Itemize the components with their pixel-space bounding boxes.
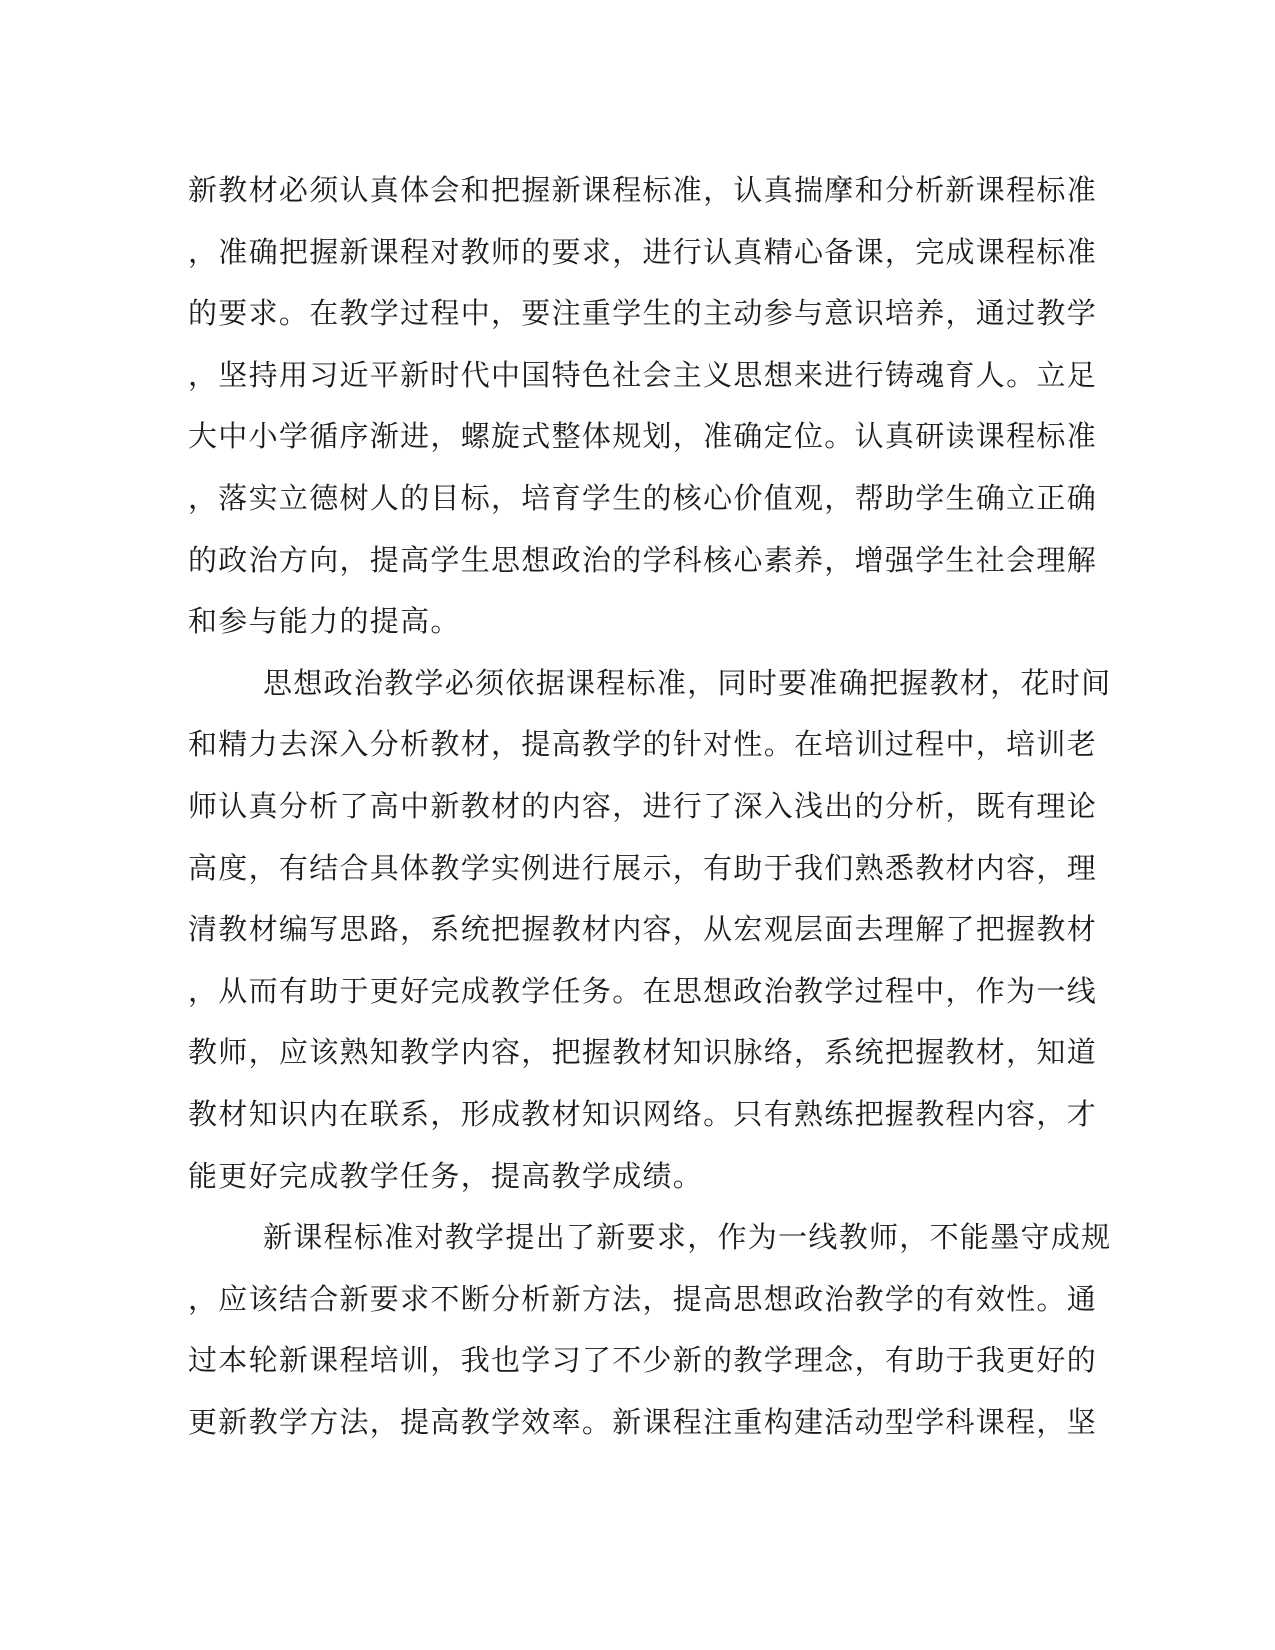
text-line: 大中小学循序渐进，螺旋式整体规划，准确定位。认真研读课程标准 xyxy=(188,419,1098,454)
text-line: 的要求。在教学过程中，要注重学生的主动参与意识培养，通过教学 xyxy=(188,296,1098,331)
text-line: 清教材编写思路，系统把握教材内容，从宏观层面去理解了把握教材 xyxy=(188,912,1098,947)
text-line: ，落实立德树人的目标，培育学生的核心价值观，帮助学生确立正确 xyxy=(188,480,1098,515)
text-line: ，应该结合新要求不断分析新方法，提高思想政治教学的有效性。通 xyxy=(188,1281,1098,1316)
text-line: 师认真分析了高中新教材的内容，进行了深入浅出的分析，既有理论 xyxy=(188,788,1098,823)
text-line: 过本轮新课程培训，我也学习了不少新的教学理念，有助于我更好的 xyxy=(188,1343,1098,1378)
text-line: ，从而有助于更好完成教学任务。在思想政治教学过程中，作为一线 xyxy=(188,973,1098,1008)
text-line: 的政治方向，提高学生思想政治的学科核心素养，增强学生社会理解 xyxy=(188,542,1098,577)
body-text xyxy=(188,160,1112,1453)
text-line: 和精力去深入分析教材，提高教学的针对性。在培训过程中，培训老 xyxy=(188,727,1098,762)
paragraph-start-line: 新课程标准对教学提出了新要求，作为一线教师，不能墨守成规 xyxy=(263,1220,1112,1255)
text-line: 高度，有结合具体教学实例进行展示，有助于我们熟悉教材内容，理 xyxy=(188,850,1098,885)
text-line: 和参与能力的提高。 xyxy=(188,604,461,639)
text-line: 新教材必须认真体会和把握新课程标准，认真揣摩和分析新课程标准 xyxy=(188,173,1098,207)
paragraph-start-line: 思想政治教学必须依据课程标准，同时要准确把握教材，花时间 xyxy=(263,665,1112,700)
text-line: 更新教学方法，提高教学效率。新课程注重构建活动型学科课程，坚 xyxy=(188,1404,1098,1439)
text-line: 教材知识内在联系，形成教材知识网络。只有熟练把握教程内容，才 xyxy=(188,1096,1098,1131)
text-line: 教师，应该熟知教学内容，把握教材知识脉络，系统把握教材，知道 xyxy=(188,1035,1098,1070)
text-line: ，准确把握新课程对教师的要求，进行认真精心备课，完成课程标准 xyxy=(188,234,1098,269)
text-line: 能更好完成教学任务，提高教学成绩。 xyxy=(188,1158,704,1193)
text-line: ，坚持用习近平新时代中国特色社会主义思想来进行铸魂育人。立足 xyxy=(188,357,1098,392)
